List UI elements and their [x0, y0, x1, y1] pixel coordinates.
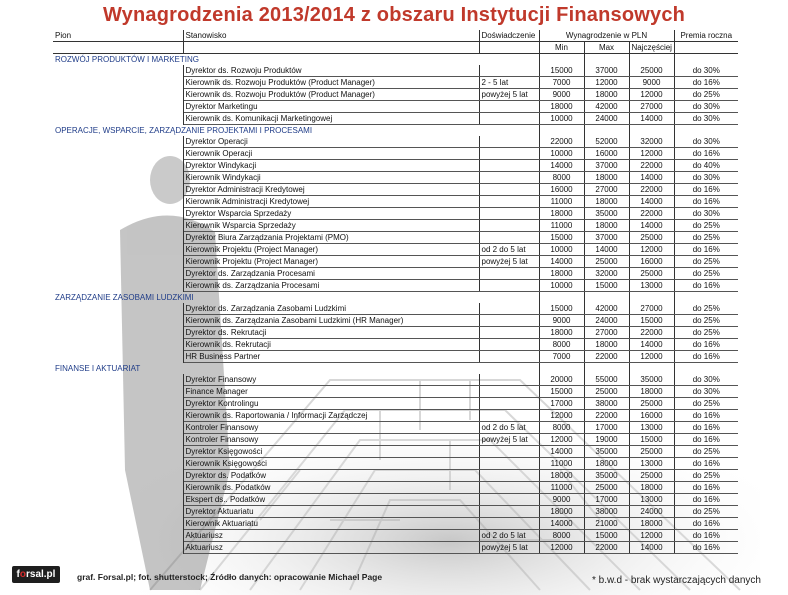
cell-doswiadczenie [479, 196, 539, 208]
cell-doswiadczenie: powyżej 5 lat [479, 256, 539, 268]
table-row [53, 327, 738, 339]
cell-max: 22000 [584, 410, 629, 422]
cell-najczesciej: 14000 [629, 113, 674, 125]
cell-min: 22000 [539, 136, 584, 148]
cell-premia: do 16% [674, 196, 738, 208]
cell-najczesciej: 18000 [629, 518, 674, 530]
cell-max: 12000 [584, 77, 629, 89]
cell-max: 21000 [584, 518, 629, 530]
cell-premia: do 16% [674, 530, 738, 542]
cell-min: 18000 [539, 506, 584, 518]
table-row [53, 89, 738, 101]
header-max: Max [584, 42, 629, 54]
cell-doswiadczenie [479, 315, 539, 327]
cell-max: 32000 [584, 268, 629, 280]
cell-max: 52000 [584, 136, 629, 148]
cell-premia: do 16% [674, 458, 738, 470]
cell-premia: do 25% [674, 220, 738, 232]
cell-najczesciej: 14000 [629, 172, 674, 184]
section-row [53, 292, 738, 304]
cell-max: 18000 [584, 339, 629, 351]
cell-max: 27000 [584, 184, 629, 196]
cell-max: 37000 [584, 65, 629, 77]
cell-doswiadczenie [479, 65, 539, 77]
cell-najczesciej: 35000 [629, 374, 674, 386]
cell-najczesciej: 24000 [629, 506, 674, 518]
cell-premia: do 30% [674, 172, 738, 184]
cell-doswiadczenie [479, 280, 539, 292]
cell-doswiadczenie [479, 136, 539, 148]
cell-doswiadczenie [479, 303, 539, 315]
table-row [53, 458, 738, 470]
cell-min: 10000 [539, 148, 584, 160]
table-row [53, 220, 738, 232]
cell-stanowisko: Dyrektor Aktuariatu [183, 506, 479, 518]
cell-min: 10000 [539, 280, 584, 292]
cell-stanowisko: Dyrektor Windykacji [183, 160, 479, 172]
cell-min: 11000 [539, 482, 584, 494]
cell-doswiadczenie [479, 148, 539, 160]
table-row [53, 494, 738, 506]
cell-najczesciej: 16000 [629, 410, 674, 422]
cell-doswiadczenie [479, 160, 539, 172]
cell-min: 16000 [539, 184, 584, 196]
cell-premia: do 25% [674, 398, 738, 410]
cell-najczesciej: 14000 [629, 339, 674, 351]
cell-doswiadczenie [479, 232, 539, 244]
cell-najczesciej: 18000 [629, 386, 674, 398]
cell-min: 7000 [539, 351, 584, 363]
cell-doswiadczenie [479, 327, 539, 339]
table-row [53, 196, 738, 208]
section-row [53, 54, 738, 66]
cell-doswiadczenie [479, 351, 539, 363]
cell-min: 7000 [539, 77, 584, 89]
cell-min: 18000 [539, 208, 584, 220]
cell-najczesciej: 18000 [629, 482, 674, 494]
section-label: ROZWÓJ PRODUKTÓW I MARKETING [55, 55, 199, 64]
cell-najczesciej: 16000 [629, 256, 674, 268]
cell-stanowisko: Kierownik ds. Rekrutacji [183, 339, 479, 351]
cell-min: 15000 [539, 303, 584, 315]
section-label: FINANSE I AKTUARIAT [55, 364, 141, 373]
cell-stanowisko: Dyrektor ds. Rozwoju Produktów [183, 65, 479, 77]
cell-max: 15000 [584, 530, 629, 542]
cell-stanowisko: Kierownik Aktuariatu [183, 518, 479, 530]
cell-najczesciej: 25000 [629, 268, 674, 280]
cell-premia: do 40% [674, 160, 738, 172]
cell-min: 11000 [539, 220, 584, 232]
cell-stanowisko: Kierownik Projektu (Project Manager) [183, 256, 479, 268]
cell-premia: do 16% [674, 244, 738, 256]
cell-doswiadczenie [479, 470, 539, 482]
table-row [53, 470, 738, 482]
cell-premia: do 25% [674, 303, 738, 315]
table-row [53, 232, 738, 244]
cell-min: 18000 [539, 268, 584, 280]
cell-min: 8000 [539, 339, 584, 351]
cell-min: 12000 [539, 434, 584, 446]
cell-stanowisko: Finance Manager [183, 386, 479, 398]
cell-najczesciej: 13000 [629, 280, 674, 292]
cell-premia: do 16% [674, 494, 738, 506]
cell-doswiadczenie: powyżej 5 lat [479, 89, 539, 101]
cell-premia: do 25% [674, 232, 738, 244]
table-row [53, 160, 738, 172]
cell-max: 18000 [584, 196, 629, 208]
table-row [53, 351, 738, 363]
cell-premia: do 16% [674, 482, 738, 494]
cell-stanowisko: Kierownik ds. Raportowania / Informacji Zarządczej [183, 410, 479, 422]
cell-stanowisko: Aktuariusz [183, 530, 479, 542]
table-row [53, 482, 738, 494]
cell-min: 17000 [539, 398, 584, 410]
cell-najczesciej: 27000 [629, 101, 674, 113]
salary-table [53, 30, 738, 554]
cell-min: 18000 [539, 327, 584, 339]
cell-premia: do 30% [674, 208, 738, 220]
cell-stanowisko: Ekspert ds.. Podatków [183, 494, 479, 506]
section-label: ZARZĄDZANIE ZASOBAMI LUDZKIMI [55, 293, 194, 302]
header-najczesciej: Najczęściej [629, 42, 674, 54]
cell-doswiadczenie: od 2 do 5 lat [479, 422, 539, 434]
cell-doswiadczenie [479, 458, 539, 470]
cell-najczesciej: 15000 [629, 315, 674, 327]
cell-premia: do 16% [674, 148, 738, 160]
cell-najczesciej: 9000 [629, 77, 674, 89]
header-doswiadczenie: Doświadczenie [479, 30, 539, 42]
table-row [53, 506, 738, 518]
cell-stanowisko: Dyrektor Kontrolingu [183, 398, 479, 410]
cell-doswiadczenie: 2 - 5 lat [479, 77, 539, 89]
cell-doswiadczenie [479, 482, 539, 494]
cell-stanowisko: Dyrektor Wsparcia Sprzedaży [183, 208, 479, 220]
cell-najczesciej: 22000 [629, 184, 674, 196]
cell-najczesciej: 22000 [629, 327, 674, 339]
cell-premia: do 16% [674, 410, 738, 422]
table-row [53, 339, 738, 351]
cell-doswiadczenie [479, 268, 539, 280]
section-row [53, 125, 738, 137]
cell-max: 24000 [584, 113, 629, 125]
header-pion: Pion [53, 30, 183, 42]
cell-doswiadczenie: powyżej 5 lat [479, 434, 539, 446]
cell-stanowisko: HR Business Partner [183, 351, 479, 363]
cell-najczesciej: 25000 [629, 446, 674, 458]
table-row [53, 434, 738, 446]
cell-premia: do 16% [674, 184, 738, 196]
table-row [53, 172, 738, 184]
table-row [53, 446, 738, 458]
cell-premia: do 25% [674, 268, 738, 280]
cell-stanowisko: Kierownik ds. Zarządzania Procesami [183, 280, 479, 292]
table-row [53, 398, 738, 410]
table-row [53, 518, 738, 530]
cell-najczesciej: 27000 [629, 303, 674, 315]
cell-stanowisko: Kontroler Finansowy [183, 422, 479, 434]
cell-premia: do 25% [674, 89, 738, 101]
cell-premia: do 30% [674, 113, 738, 125]
cell-stanowisko: Kierownik ds. Rozwoju Produktów (Product Manager) [183, 89, 479, 101]
cell-premia: do 16% [674, 542, 738, 554]
cell-max: 16000 [584, 148, 629, 160]
table-row [53, 422, 738, 434]
cell-min: 9000 [539, 315, 584, 327]
cell-max: 17000 [584, 494, 629, 506]
cell-stanowisko: Kierownik ds. Podatków [183, 482, 479, 494]
cell-max: 18000 [584, 220, 629, 232]
table-row [53, 530, 738, 542]
cell-najczesciej: 25000 [629, 470, 674, 482]
cell-min: 14000 [539, 518, 584, 530]
cell-doswiadczenie [479, 208, 539, 220]
cell-max: 55000 [584, 374, 629, 386]
cell-premia: do 30% [674, 101, 738, 113]
cell-stanowisko: Kierownik Windykacji [183, 172, 479, 184]
cell-stanowisko: Kierownik Operacji [183, 148, 479, 160]
cell-doswiadczenie [479, 494, 539, 506]
cell-najczesciej: 12000 [629, 351, 674, 363]
table-row [53, 113, 738, 125]
cell-premia: do 30% [674, 374, 738, 386]
table-row [53, 256, 738, 268]
cell-max: 22000 [584, 351, 629, 363]
cell-min: 20000 [539, 374, 584, 386]
cell-max: 15000 [584, 280, 629, 292]
cell-min: 15000 [539, 232, 584, 244]
cell-max: 38000 [584, 398, 629, 410]
cell-premia: do 25% [674, 446, 738, 458]
cell-max: 27000 [584, 327, 629, 339]
cell-najczesciej: 22000 [629, 160, 674, 172]
cell-max: 18000 [584, 172, 629, 184]
table-row [53, 65, 738, 77]
cell-doswiadczenie [479, 506, 539, 518]
cell-max: 25000 [584, 386, 629, 398]
cell-stanowisko: Kierownik ds. Rozwoju Produktów (Product Manager) [183, 77, 479, 89]
cell-stanowisko: Dyrektor ds. Zarządzania Zasobami Ludzkimi [183, 303, 479, 315]
cell-max: 35000 [584, 208, 629, 220]
cell-stanowisko: Aktuariusz [183, 542, 479, 554]
cell-max: 18000 [584, 89, 629, 101]
cell-stanowisko: Kontroler Finansowy [183, 434, 479, 446]
credits-text: graf. Forsal.pl; fot. shutterstock; Źródło danych: opracowanie Michael Page [77, 572, 383, 582]
cell-max: 25000 [584, 482, 629, 494]
section-row [53, 363, 738, 375]
cell-stanowisko: Kierownik ds. Komunikacji Marketingowej [183, 113, 479, 125]
cell-najczesciej: 22000 [629, 208, 674, 220]
cell-min: 9000 [539, 89, 584, 101]
table-row [53, 184, 738, 196]
forsal-logo: forsal.pl [12, 566, 60, 583]
cell-premia: do 16% [674, 434, 738, 446]
cell-premia: do 30% [674, 65, 738, 77]
cell-premia: do 25% [674, 470, 738, 482]
cell-min: 14000 [539, 256, 584, 268]
cell-min: 15000 [539, 65, 584, 77]
cell-doswiadczenie [479, 339, 539, 351]
cell-min: 8000 [539, 172, 584, 184]
cell-premia: do 25% [674, 506, 738, 518]
cell-premia: do 25% [674, 315, 738, 327]
table-row [53, 280, 738, 292]
cell-stanowisko: Kierownik Projektu (Project Manager) [183, 244, 479, 256]
cell-doswiadczenie [479, 220, 539, 232]
table-row [53, 268, 738, 280]
cell-premia: do 16% [674, 518, 738, 530]
table-row [53, 244, 738, 256]
cell-min: 14000 [539, 160, 584, 172]
cell-max: 25000 [584, 256, 629, 268]
table-row [53, 148, 738, 160]
table-row [53, 386, 738, 398]
cell-doswiadczenie [479, 410, 539, 422]
cell-max: 42000 [584, 101, 629, 113]
table-row [53, 542, 738, 554]
cell-doswiadczenie [479, 101, 539, 113]
header-premia: Premia roczna [674, 30, 738, 42]
cell-min: 12000 [539, 542, 584, 554]
table-row [53, 101, 738, 113]
cell-premia: do 30% [674, 386, 738, 398]
header-stanowisko: Stanowisko [183, 30, 479, 42]
cell-najczesciej: 13000 [629, 458, 674, 470]
cell-min: 8000 [539, 422, 584, 434]
cell-premia: do 16% [674, 422, 738, 434]
table-row [53, 136, 738, 148]
cell-najczesciej: 25000 [629, 65, 674, 77]
cell-stanowisko: Dyrektor Finansowy [183, 374, 479, 386]
cell-max: 17000 [584, 422, 629, 434]
cell-max: 19000 [584, 434, 629, 446]
table-row [53, 303, 738, 315]
cell-doswiadczenie [479, 398, 539, 410]
cell-doswiadczenie: od 2 do 5 lat [479, 530, 539, 542]
cell-max: 37000 [584, 160, 629, 172]
cell-max: 24000 [584, 315, 629, 327]
table-row [53, 315, 738, 327]
header-row [53, 30, 738, 42]
table-row [53, 374, 738, 386]
cell-min: 18000 [539, 470, 584, 482]
table-row [53, 208, 738, 220]
cell-stanowisko: Dyrektor Biura Zarządzania Projektami (PMO) [183, 232, 479, 244]
cell-min: 12000 [539, 410, 584, 422]
cell-najczesciej: 12000 [629, 148, 674, 160]
cell-najczesciej: 14000 [629, 220, 674, 232]
cell-premia: do 25% [674, 256, 738, 268]
cell-stanowisko: Dyrektor Administracji Kredytowej [183, 184, 479, 196]
cell-doswiadczenie [479, 172, 539, 184]
cell-premia: do 30% [674, 136, 738, 148]
cell-premia: do 25% [674, 327, 738, 339]
cell-doswiadczenie: od 2 do 5 lat [479, 244, 539, 256]
cell-najczesciej: 14000 [629, 542, 674, 554]
cell-najczesciej: 25000 [629, 398, 674, 410]
cell-stanowisko: Kierownik Wsparcia Sprzedaży [183, 220, 479, 232]
cell-max: 18000 [584, 458, 629, 470]
cell-stanowisko: Dyrektor ds. Zarządzania Procesami [183, 268, 479, 280]
cell-najczesciej: 15000 [629, 434, 674, 446]
cell-max: 22000 [584, 542, 629, 554]
header-wynagrodzenie: Wynagrodzenie w PLN [539, 30, 674, 42]
cell-najczesciej: 13000 [629, 422, 674, 434]
cell-stanowisko: Dyrektor Operacji [183, 136, 479, 148]
cell-stanowisko: Dyrektor Księgowości [183, 446, 479, 458]
cell-doswiadczenie [479, 446, 539, 458]
cell-min: 11000 [539, 196, 584, 208]
subheader-row [53, 42, 738, 54]
cell-max: 37000 [584, 232, 629, 244]
cell-min: 10000 [539, 113, 584, 125]
cell-max: 42000 [584, 303, 629, 315]
cell-najczesciej: 12000 [629, 89, 674, 101]
table-row [53, 410, 738, 422]
page-title: Wynagrodzenia 2013/2014 z obszaru Instytucji Finansowych [102, 4, 686, 26]
cell-min: 14000 [539, 446, 584, 458]
cell-stanowisko: Dyrektor ds. Rekrutacji [183, 327, 479, 339]
cell-najczesciej: 12000 [629, 530, 674, 542]
table-row [53, 77, 738, 89]
cell-premia: do 16% [674, 339, 738, 351]
cell-premia: do 16% [674, 351, 738, 363]
cell-najczesciej: 12000 [629, 244, 674, 256]
cell-stanowisko: Dyrektor ds. Podatków [183, 470, 479, 482]
cell-min: 8000 [539, 530, 584, 542]
cell-min: 11000 [539, 458, 584, 470]
cell-najczesciej: 13000 [629, 494, 674, 506]
cell-min: 10000 [539, 244, 584, 256]
cell-stanowisko: Kierownik Administracji Kredytowej [183, 196, 479, 208]
cell-max: 35000 [584, 446, 629, 458]
cell-doswiadczenie: powyżej 5 lat [479, 542, 539, 554]
header-min: Min [539, 42, 584, 54]
cell-stanowisko: Kierownik ds. Zarządzania Zasobami Ludzkimi (HR Manager) [183, 315, 479, 327]
cell-premia: do 16% [674, 280, 738, 292]
cell-min: 9000 [539, 494, 584, 506]
cell-doswiadczenie [479, 184, 539, 196]
cell-najczesciej: 32000 [629, 136, 674, 148]
cell-max: 35000 [584, 470, 629, 482]
cell-doswiadczenie [479, 386, 539, 398]
cell-max: 38000 [584, 506, 629, 518]
cell-doswiadczenie [479, 113, 539, 125]
cell-premia: do 16% [674, 77, 738, 89]
cell-stanowisko: Kierownik Księgowości [183, 458, 479, 470]
cell-max: 14000 [584, 244, 629, 256]
footnote-text: * b.w.d - brak wystarczających danych [592, 575, 761, 586]
cell-najczesciej: 25000 [629, 232, 674, 244]
cell-min: 18000 [539, 101, 584, 113]
section-label: OPERACJE, WSPARCIE, ZARZĄDZANIE PROJEKTAMI I PROCESAMI [55, 126, 313, 135]
cell-doswiadczenie [479, 374, 539, 386]
cell-doswiadczenie [479, 518, 539, 530]
cell-min: 15000 [539, 386, 584, 398]
cell-najczesciej: 14000 [629, 196, 674, 208]
cell-stanowisko: Dyrektor Marketingu [183, 101, 479, 113]
